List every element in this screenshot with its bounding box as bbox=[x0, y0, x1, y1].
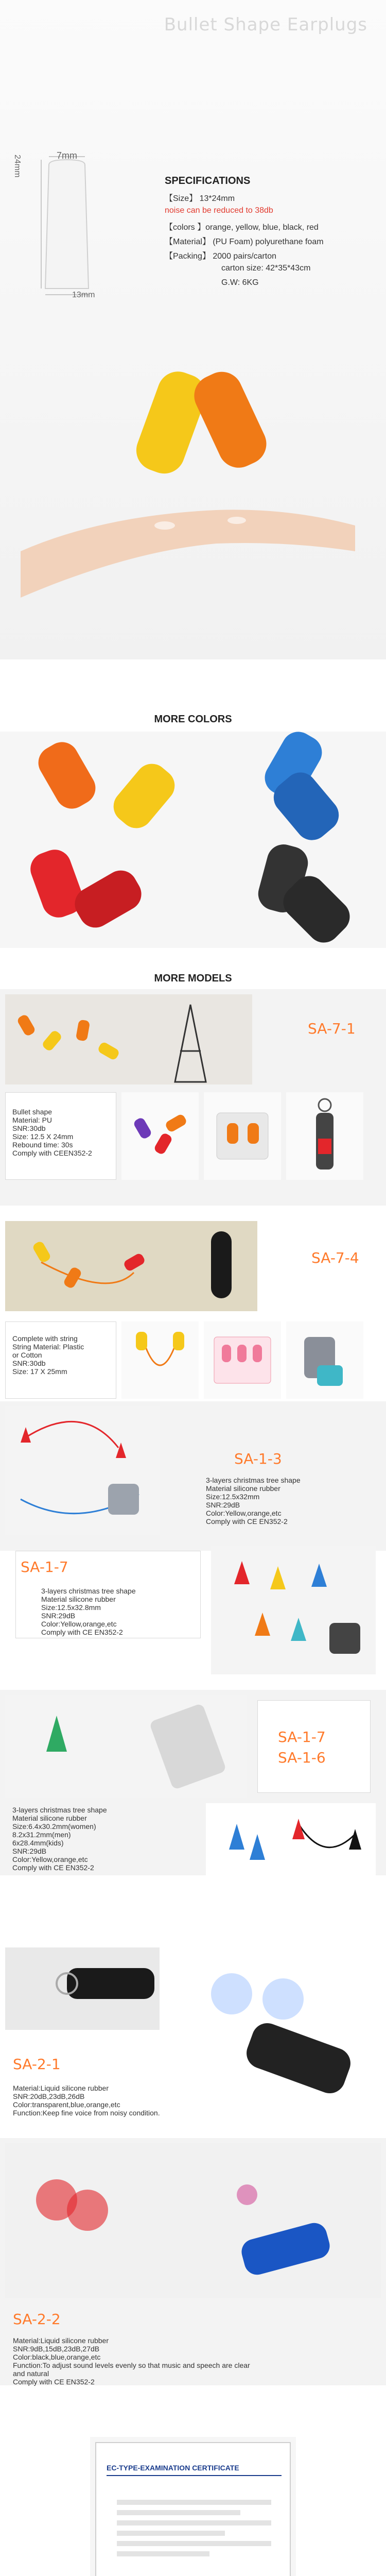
color-variants-photo bbox=[0, 732, 386, 948]
sa-7-4-case-photo bbox=[286, 1321, 363, 1399]
sa-1-7-photo bbox=[211, 1546, 376, 1674]
certificate-title: EC-TYPE-EXAMINATION CERTIFICATE bbox=[107, 2464, 239, 2472]
sa-1-7-desc: 3-layers christmas tree shape Material silicone rubber Size:12.5x32.8mm SNR:29dB Color:Yellow,orange,etc Comply with CE EN352-2 bbox=[41, 1587, 136, 1636]
certificate-rule bbox=[107, 2475, 282, 2476]
dimension-left-label: 24mm bbox=[13, 155, 22, 178]
sa-1-6-label-1: SA-1-7 bbox=[278, 1728, 326, 1745]
sa-7-4-label: SA-7-4 bbox=[311, 1249, 359, 1266]
sa-1-3-photo bbox=[5, 1406, 160, 1535]
sa-7-1-blister-photo bbox=[204, 1092, 281, 1180]
sa-1-6-product-photo bbox=[206, 1803, 376, 1906]
sa-2-2-photo bbox=[5, 2143, 381, 2298]
more-colors-title: MORE COLORS bbox=[154, 714, 232, 725]
sa-2-1-case-photo bbox=[5, 1947, 160, 2030]
sa-1-3-label: SA-1-3 bbox=[234, 1450, 282, 1467]
sa-7-1-desc: Bullet shape Material: PU SNR:30db Size: 12.5 X 24mm Rebound time: 30s Comply with CEEN352-2 bbox=[12, 1108, 92, 1157]
sa-2-1-label: SA-2-1 bbox=[13, 2056, 61, 2073]
page-title: Bullet Shape Earplugs bbox=[164, 14, 367, 35]
sa-1-3-desc: 3-layers christmas tree shape Material silicone rubber Size:12.5x32mm SNR:29dB Color:Yellow,orange,etc Comply with CE EN352-2 bbox=[206, 1476, 301, 1526]
spec-carton-size: carton size: 42*35*43cm bbox=[221, 264, 311, 273]
specifications-title: SPECIFICATIONS bbox=[165, 175, 251, 187]
sa-1-6-photo bbox=[5, 1695, 247, 1798]
dimension-top-label: 7mm bbox=[57, 150, 77, 161]
sa-1-6-desc: 3-layers christmas tree shape Material silicone rubber Size:6.4x30.2mm(women) 8.2x31.2mm(men) 6x28.4mm(kids) SNR:29dB Color:Yellow,orange,etc Comply with CE EN352-2 bbox=[12, 1806, 107, 1872]
earplugs-on-hand-photo bbox=[0, 309, 386, 639]
spec-colors: 【colors 】orange, yellow, blue, black, red bbox=[165, 223, 319, 232]
dimension-bottom-label: 13mm bbox=[72, 291, 95, 299]
sa-2-2-label: SA-2-2 bbox=[13, 2311, 61, 2328]
sa-7-4-box-photo bbox=[204, 1321, 281, 1399]
spec-gross-weight: G.W: 6KG bbox=[221, 278, 259, 287]
sa-7-4-desc: Complete with string String Material: Plastic or Cotton SNR:30db Size: 17 X 25mm bbox=[12, 1334, 84, 1376]
sa-7-1-photo bbox=[5, 994, 252, 1084]
sa-2-1-product-photo bbox=[165, 1953, 381, 2107]
sa-2-2-desc: Material:Liquid silicone rubber SNR:9dB,15dB,23dB,27dB Color:black,blue,orange,etc Function:To adjust sound levels evenly so that music and speech are clear and natural Comply with CE EN352-2 bbox=[13, 2336, 250, 2386]
sa-7-1-packaging-photo bbox=[121, 1092, 199, 1180]
spec-size: 【Size】 13*24mm bbox=[165, 194, 235, 203]
sa-7-4-photo bbox=[5, 1221, 257, 1311]
sa-2-1-desc: Material:Liquid silicone rubber SNR:20dB,23dB,26dB Color:transparent,blue,orange,etc Function:Keep fine voice from noisy condition. bbox=[13, 2084, 160, 2117]
sa-1-6-label-2: SA-1-6 bbox=[278, 1749, 326, 1766]
spec-material: 【Material】 (PU Foam) polyurethane foam bbox=[165, 238, 324, 246]
sa-7-1-keychain-photo bbox=[286, 1092, 363, 1180]
sa-7-4-corded-photo bbox=[121, 1321, 199, 1399]
spec-noise: noise can be reduced to 38db bbox=[165, 206, 273, 215]
sa-1-6-label-box bbox=[257, 1700, 371, 1793]
sa-7-1-label: SA-7-1 bbox=[308, 1020, 356, 1037]
certificate-body bbox=[117, 2500, 271, 2562]
more-models-title: MORE MODELS bbox=[154, 973, 232, 984]
earplug-dimension-drawing bbox=[31, 155, 103, 304]
sa-1-7-label: SA-1-7 bbox=[21, 1558, 68, 1575]
certificate bbox=[95, 2442, 291, 2576]
spec-packing: 【Packing】 2000 pairs/carton bbox=[165, 252, 277, 261]
